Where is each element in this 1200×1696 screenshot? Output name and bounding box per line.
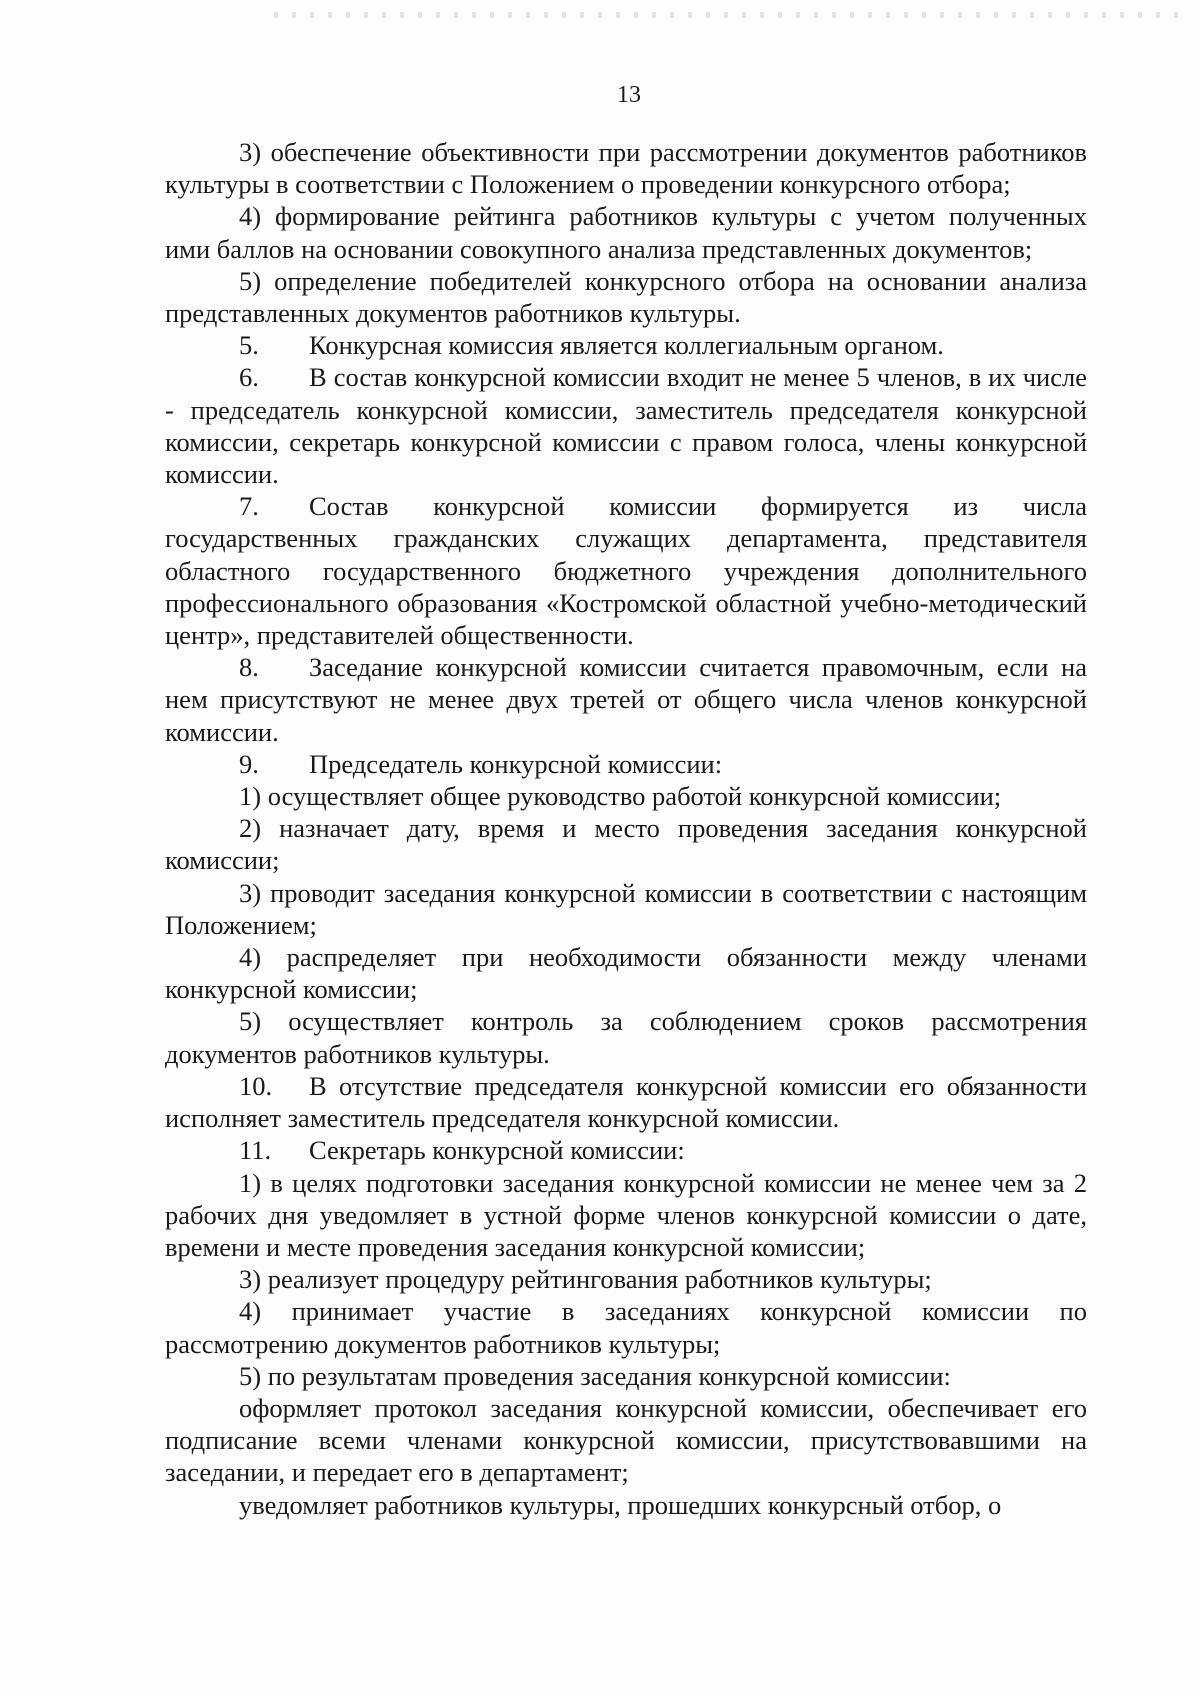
numbered-paragraph: 10. В отсутствие председателя конкурсной комиссии его обязанности исполняет заместитель председателя конкурсной комиссии. (165, 1070, 1087, 1134)
paragraph: 3) реализует процедуру рейтингования работников культуры; (239, 1264, 932, 1295)
paragraph: 1) осуществляет общее руководство работой конкурсной комиссии; (239, 781, 1002, 812)
item-number: 7. (239, 491, 259, 522)
numbered-paragraph: 6. В состав конкурсной комиссии входит не менее 5 членов, в их числе - председатель конкурсной комиссии, заместитель председателя конкурсной комиссии, секретарь конкурсной комиссии с правом голоса, члены конкурсной комиссии. (165, 362, 1087, 490)
page-number: 13 (617, 82, 641, 108)
paragraph: 5) по результатам проведения заседания конкурсной комиссии: (239, 1360, 951, 1391)
paragraph: 3) проводит заседания конкурсной комиссии в соответствии с настоящим Положением; (165, 877, 1087, 940)
numbered-paragraph: 5. Конкурсная комиссия является коллегиальным органом. (239, 330, 944, 361)
item-number: 5. (239, 330, 259, 361)
paragraph: 4) формирование рейтинга работников культуры с учетом полученных ими баллов на основании совокупного анализа представленных документов; (165, 201, 1087, 264)
paragraph: 2) назначает дату, время и место проведения заседания конкурсной комиссии; (165, 813, 1087, 876)
item-number: 10. (239, 1070, 273, 1101)
numbered-paragraph: 9. Председатель конкурсной комиссии: (239, 748, 723, 779)
scan-artifact-edge (260, 12, 1190, 18)
item-number: 11. (239, 1135, 272, 1166)
paragraph: 5) осуществляет контроль за соблюдением сроков рассмотрения документов работников культуры. (165, 1006, 1087, 1069)
paragraph: 4) принимает участие в заседаниях конкурсной комиссии по рассмотрению документов работников культуры; (165, 1296, 1087, 1359)
paragraph: оформляет протокол заседания конкурсной комиссии, обеспечивает его подписание всеми членами конкурсной комиссии, присутствовавшими на заседании, и передает его в департамент; (165, 1392, 1087, 1488)
paragraph: 5) определение победителей конкурсного отбора на основании анализа представленных документов работников культуры. (165, 265, 1087, 329)
paragraph: 4) распределяет при необходимости обязанности между членами конкурсной комиссии; (165, 942, 1087, 1005)
item-number: 9. (239, 748, 259, 779)
paragraph: 3) обеспечение объективности при рассмотрении документов работников культуры в соответствии с Положением о проведении конкурсного отбора; (165, 137, 1087, 200)
item-number: 8. (239, 652, 259, 683)
document-body (165, 136, 1087, 1521)
paragraph: уведомляет работников культуры, прошедших конкурсный отбор, о (239, 1489, 1002, 1520)
numbered-paragraph: 8. Заседание конкурсной комиссии считается правомочным, если на нем присутствуют не менее двух третей от общего числа членов конкурсной комиссии. (165, 652, 1087, 747)
numbered-paragraph: 11. Секретарь конкурсной комиссии: (239, 1135, 685, 1166)
item-number: 6. (239, 362, 259, 393)
numbered-paragraph: 7. Состав конкурсной комиссии формируется из числа государственных гражданских служащих департамента, представителя областного государственного бюджетного учреждения дополнительного профессионального образования «Костромской областной учебно-методический центр», представителей общественности. (165, 491, 1087, 651)
paragraph: 1) в целях подготовки заседания конкурсной комиссии не менее чем за 2 рабочих дня уведомляет в устной форме членов конкурсной комиссии о дате, времени и месте проведения заседания конкурсной комиссии; (165, 1167, 1087, 1262)
